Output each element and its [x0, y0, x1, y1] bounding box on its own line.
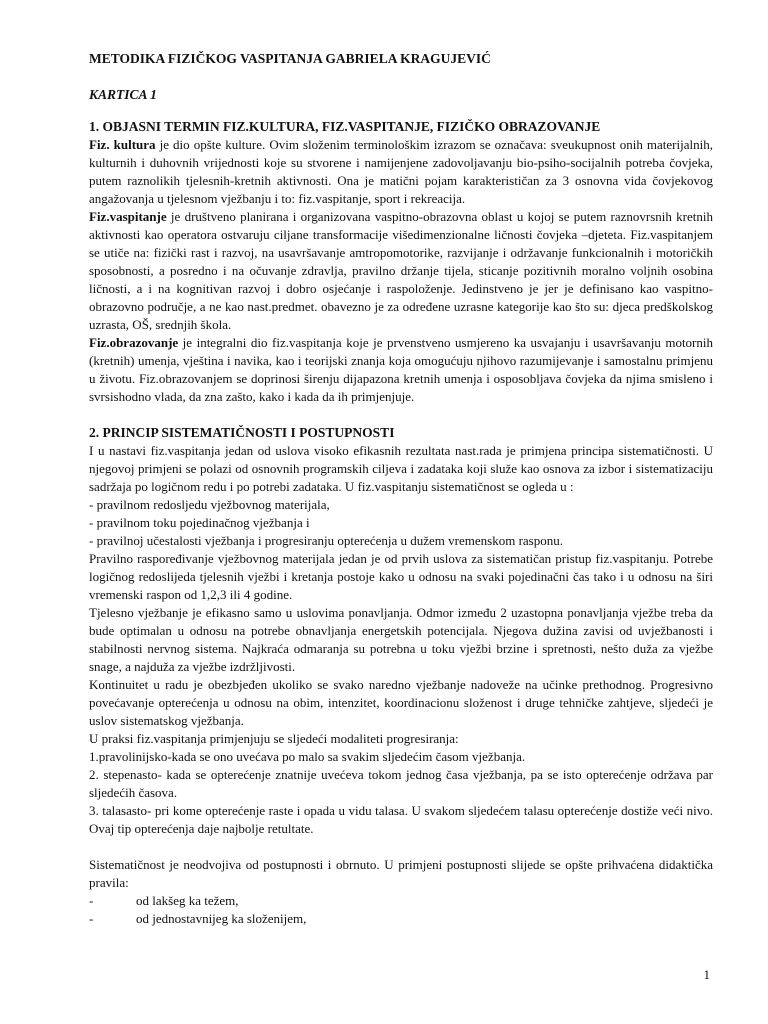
- spacer: [89, 406, 713, 424]
- section-1-heading: 1. OBJASNI TERMIN FIZ.KULTURA, FIZ.VASPITANJE, FIZIČKO OBRAZOVANJE: [89, 119, 601, 134]
- card-label: KARTICA 1: [89, 87, 157, 102]
- rule-text: od jednostavnijeg ka složenijem,: [136, 911, 307, 926]
- spacer: [89, 838, 713, 856]
- rule-item: [89, 892, 713, 910]
- section-1-paragraph-obrazovanje: [89, 334, 713, 406]
- rule-dash: -: [89, 893, 94, 908]
- document-title: METODIKA FIZIČKOG VASPITANJA GABRIELA KRAGUJEVIĆ: [89, 51, 491, 66]
- term-fiz-vaspitanje: Fiz.vaspitanje: [89, 209, 167, 224]
- list-item: - pravilnom redosljedu vježbovnog materijala,: [89, 497, 330, 512]
- paragraph-text: je integralni dio fiz.vaspitanja koje je prvenstveno usmjereno ka usvajanju i usavršavanju motornih (kretnih) umenja, vještina i navika, kao i teorijski znanja koja omogućuju njihovo razumijevanje i samostalnu primjenu u životu. Fiz.obrazovanjem se doprinosi širenju dijapazona kretnih umenja i osposobljava čovjeka da njima smisleno i svrsishodno vlada, da zna zašto, kako i kada da ih primjenjuje.: [89, 335, 713, 404]
- section-2-heading: 2. PRINCIP SISTEMATIČNOSTI I POSTUPNOSTI: [89, 425, 395, 440]
- list-item: - pravilnom toku pojedinačnog vježbanja i: [89, 515, 310, 530]
- section-2-paragraph: Kontinuitet u radu je obezbjeđen ukoliko se svako naredno vježbanje nadoveže na učinke prethodnog. Progresivno povećavanje opterećenja u odnosu na obim, intenzitet, koordinacionu složenost i druge tehničke zahtjeve, sljedeći je uslov sistematskog vježbanja.: [89, 677, 713, 728]
- section-2-paragraph: Sistematičnost je neodvojiva od postupnosti i obrnuto. U primjeni postupnosti slijede se opšte prihvaćena didaktička pravila:: [89, 857, 713, 890]
- section-2-paragraph: Tjelesno vježbanje je efikasno samo u uslovima ponavljanja. Odmor između 2 uzastopna ponavljanja vježbe treba da bude optimalan u odnosu na potrebe obnavljanja energetskih potencijala. Njegova dužina zavisi od uvježbanosti i stabilnosti nervnog sistema. Najkraća odmaranja su potrebna u toku vježbi brzine i spretnosti, nešto duža za vježbe snage, a najduža za vježbe izdržljivosti.: [89, 605, 713, 674]
- paragraph-text: je dio opšte kulture. Ovim složenim terminološkim izrazom se označava: sveukupnost onih materijalnih, kulturnih i duhovnih vrijednosti koje su stvorene i namijenjene zadovoljavanju bio-psiho-socijalnih potreba čovjeka, putem raznolikih tjelesnih-kretnih aktivnosti. Ona je matični pojam karakterističan za 3 osnovna vida čovjekovog angažovanja u tjelesnom vježbanju i to: fiz.vaspitanje, sport i rekreacija.: [89, 137, 713, 206]
- paragraph-text: je društveno planirana i organizovana vaspitno-obrazovna oblast u kojoj se putem raznovrsnih kretnih aktivnosti kao operatora ostvaruju ciljane transformacije višedimenzionalne ličnosti čovjeka –djeteta. Fiz.vaspitanjem se utiče na: fizički rast i razvoj, na usavršavanje amtropomotorike, razvijanje i održavanje funkcionalnih i motoričkih sposobnosti, a posredno i na očuvanje zdravlja, pravilno držanje tijela, sticanje pozitivnih moralno voljnih osobina ličnosti, a i na kognitivan razvoj i dobro osjećanje i raspoloženje. Jedinstveno je jer je definisano kao vaspitno-obrazovno područje, a ne kao nast.predmet. obavezno je za određene uzrasne kategorije kao što su: djeca predškolskog uzrasta, OŠ, srednjih škola.: [89, 209, 713, 332]
- modality-item: 1.pravolinijsko-kada se ono uvećava po malo sa svakim sljedećim časom vježbanja.: [89, 749, 526, 764]
- rule-item: [89, 910, 713, 928]
- section-1-paragraph-vaspitanje: [89, 208, 713, 334]
- section-1-paragraph-kultura: [89, 136, 713, 208]
- section-2-paragraph: Pravilno raspoređivanje vježbovnog materijala jedan je od prvih uslova za sistematičan pristup fiz.vaspitanju. Potrebe logičnog redoslijeda tjelesnih vježbi i kretanja postoje kako u odnosu na svaki pojedinačni čas tako i u odnosu na širi vremenski raspon od 1,2,3 ili 4 godine.: [89, 551, 713, 602]
- section-2-paragraph: I u nastavi fiz.vaspitanja jedan od uslova visoko efikasnih rezultata nast.rada je primjena principa sistematičnosti. U njegovoj primjeni se polazi od osnovnih programskih ciljeva i zadataka koji služe kao osnova za izbor i sistematizaciju sadržaja po logičnom redu i po potrebi zadataka. U fiz.vaspitanju sistematičnost se ogleda u :: [89, 443, 713, 494]
- modality-item: 3. talasasto- pri kome opterećenje raste i opada u vidu talasa. U svakom sljedećem talasu opterećenje dostiže veći nivo. Ovaj tip opterećenja daje najbolje retultate.: [89, 803, 713, 836]
- rule-text: od lakšeg ka težem,: [136, 893, 239, 908]
- term-fiz-obrazovanje: Fiz.obrazovanje: [89, 335, 179, 350]
- rule-dash: -: [89, 911, 94, 926]
- term-fiz-kultura: Fiz. kultura: [89, 137, 156, 152]
- page-content: [89, 50, 713, 928]
- list-item: - pravilnoj učestalosti vježbanja i progresiranju opterećenja u dužem vremenskom rasponu.: [89, 533, 563, 548]
- section-2-paragraph: U praksi fiz.vaspitanja primjenjuju se sljedeći modaliteti progresiranja:: [89, 731, 459, 746]
- page-number: 1: [703, 967, 710, 982]
- modality-item: 2. stepenasto- kada se opterećenje znatnije uvećeva tokom jednog časa vježbanja, pa se isto opterećenje održava par sljedećih časova.: [89, 767, 713, 800]
